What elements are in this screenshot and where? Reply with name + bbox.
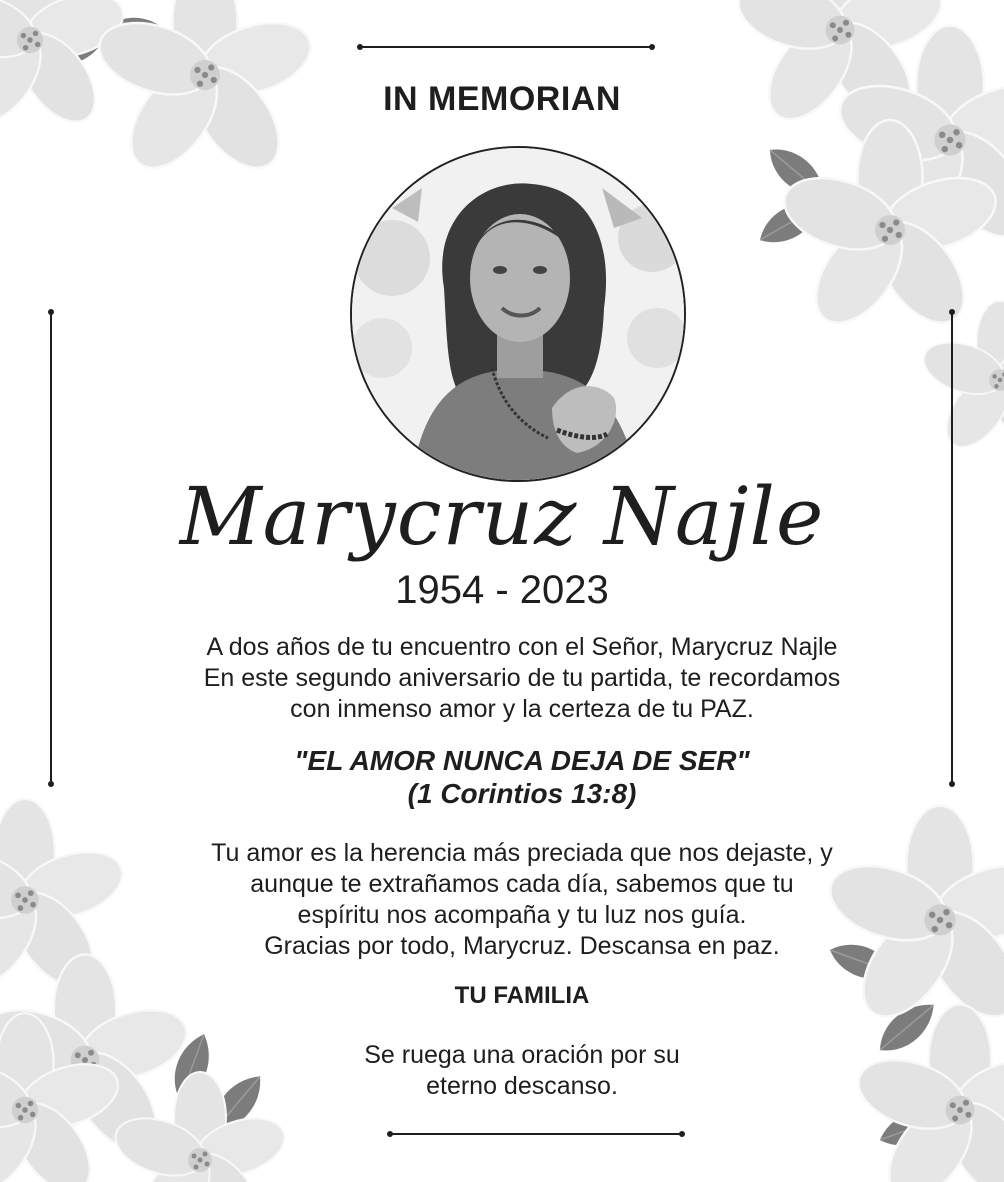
bottom-divider	[390, 1133, 682, 1135]
life-years: 1954 - 2023	[395, 568, 609, 612]
message-line: Tu amor es la herencia más preciada que nos dejaste, y	[211, 839, 833, 867]
closing-line: Se ruega una oración por su	[364, 1041, 680, 1069]
portrait-photo	[352, 148, 684, 480]
deceased-name: Marycruz Najle	[179, 470, 825, 563]
intro-line: En este segundo aniversario de tu partida, te recordamos	[203, 664, 841, 692]
message-paragraph	[0, 838, 1004, 962]
quote-reference: (1 Corintios 13:8)	[407, 778, 637, 809]
message-line: aunque te extrañamos cada día, sabemos que tu	[250, 870, 794, 898]
message-line: espíritu nos acompaña y tu luz nos guía.	[297, 901, 747, 929]
page-title: IN MEMORIAN	[383, 80, 621, 118]
intro-paragraph	[0, 632, 1004, 725]
closing-paragraph	[0, 1040, 1004, 1102]
intro-line: con inmenso amor y la certeza de tu PAZ.	[290, 695, 754, 723]
intro-line: A dos años de tu encuentro con el Señor, Marycruz Najle	[206, 633, 838, 661]
closing-line: eterno descanso.	[426, 1072, 618, 1100]
message-line: Gracias por todo, Marycruz. Descansa en paz.	[264, 932, 780, 960]
bible-quote	[0, 744, 1004, 810]
quote-text: "EL AMOR NUNCA DEJA DE SER"	[294, 745, 750, 776]
portrait-frame	[350, 146, 686, 482]
top-divider	[360, 46, 652, 48]
signature: TU FAMILIA	[454, 982, 590, 1009]
